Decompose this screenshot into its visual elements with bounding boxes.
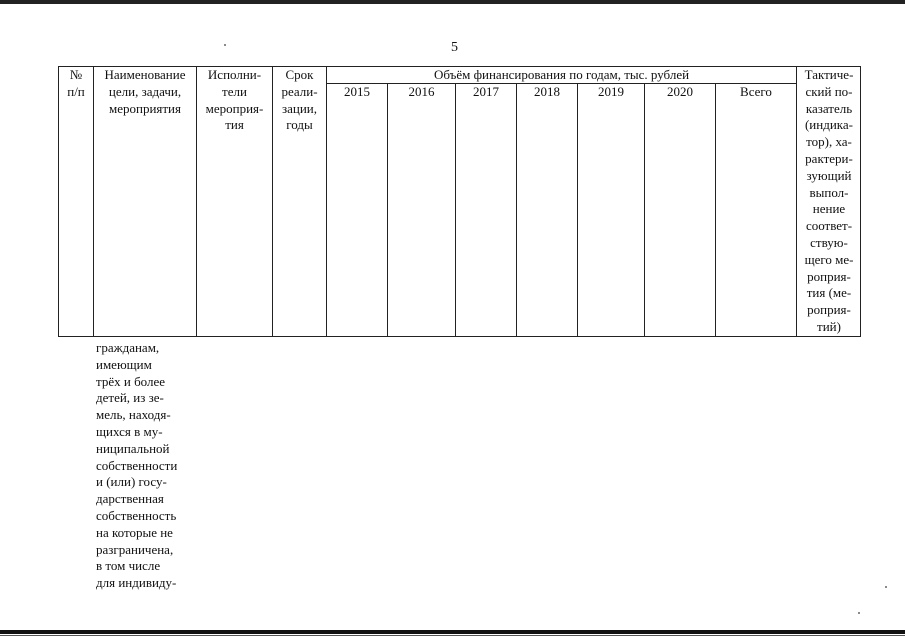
- bottom-border: [0, 630, 905, 634]
- total-column-header: Всего: [740, 84, 772, 99]
- year-column-header: 2015: [344, 84, 370, 99]
- bottom-border-thin: [0, 635, 905, 636]
- scan-speck: [858, 612, 860, 614]
- header-indicator: Тактиче- ский по- казатель (индика- тор), ха- рактери- зующий выпол- нение соответ- ствую- щего ме- роприя- тия (ме- роприя- тий): [804, 67, 854, 334]
- year-column-header: 2016: [408, 84, 435, 99]
- year-column-header: 2017: [473, 84, 499, 99]
- header-number: № п/п: [67, 67, 85, 99]
- header-term: Срок реали- зации, годы: [281, 67, 318, 133]
- page-number: 5: [451, 40, 458, 55]
- continuation-text: гражданам, имеющим трёх и более детей, из зе- мель, находя- щихся в му- ниципальной собственности и (или) госу- дарственная собственность на которые не разграничена, в том числе для индивиду-: [96, 340, 178, 591]
- year-column-header: 2019: [598, 84, 624, 99]
- header-executors: Исполни- тели мероприя- тия: [205, 67, 264, 133]
- header-name: Наименование цели, задачи, мероприятия: [104, 67, 186, 116]
- year-column-header: 2018: [534, 84, 560, 99]
- scan-speck: [224, 44, 226, 46]
- year-column-header: 2020: [667, 84, 693, 99]
- scan-speck: [885, 586, 887, 588]
- header-financing: Объём финансирования по годам, тыс. рублей: [433, 67, 690, 82]
